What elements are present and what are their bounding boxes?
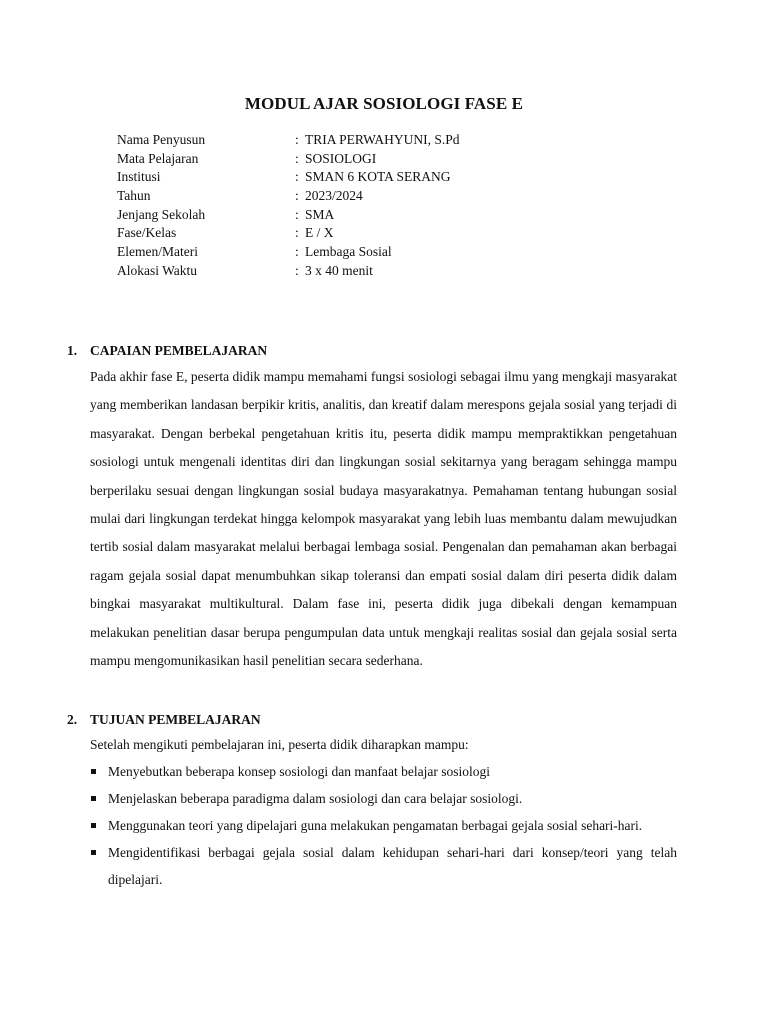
meta-label: Mata Pelajaran [117, 150, 199, 166]
objective-list [90, 758, 677, 893]
meta-row-subject [117, 150, 677, 169]
meta-label: Tahun [117, 188, 151, 204]
meta-label: Nama Penyusun [117, 132, 206, 147]
meta-colon: : [295, 244, 299, 260]
meta-value: TRIA PERWAHYUNI, S.Pd [305, 132, 460, 147]
list-item [90, 758, 677, 785]
meta-value: 3 x 40 menit [305, 262, 373, 278]
section-heading [67, 341, 677, 361]
meta-label: Elemen/Materi [117, 244, 198, 260]
list-item-text: Menggunakan teori yang dipelajari guna melakukan pengamatan berbagai gejala sosial sehari-hari. [108, 818, 643, 833]
meta-value: SMA [305, 206, 335, 222]
list-item [90, 839, 677, 893]
square-bullet-icon [90, 785, 108, 812]
square-bullet-icon [90, 839, 108, 893]
section-learning-objectives [67, 710, 677, 893]
section-number: 1. [67, 343, 78, 358]
meta-colon: : [295, 225, 299, 241]
meta-colon: : [295, 150, 299, 166]
identity-table [117, 131, 677, 281]
meta-value: E / X [305, 225, 334, 241]
meta-row-school-level [117, 206, 677, 225]
meta-colon: : [295, 206, 299, 222]
meta-colon: : [295, 169, 299, 185]
meta-row-year [117, 187, 677, 206]
square-bullet-icon [90, 812, 108, 839]
meta-label: Jenjang Sekolah [117, 206, 206, 222]
section-intro: Setelah mengikuti pembelajaran ini, peserta didik diharapkan mampu: [90, 737, 469, 752]
meta-value: 2023/2024 [305, 188, 363, 204]
list-item [90, 812, 677, 839]
meta-label: Alokasi Waktu [117, 262, 198, 278]
meta-row-institution [117, 168, 677, 187]
list-item-text: Mengidentifikasi berbagai gejala sosial dalam kehidupan sehari-hari dari konsep/teori yang telah dipelajari. [108, 845, 677, 887]
meta-colon: : [295, 188, 299, 204]
meta-colon: : [295, 262, 299, 278]
meta-row-author [117, 131, 677, 150]
meta-label: Institusi [117, 169, 161, 185]
meta-row-phase-class [117, 224, 677, 243]
section-paragraph: Pada akhir fase E, peserta didik mampu memahami fungsi sosiologi sebagai ilmu yang mengkaji masyarakat yang memberikan landasan berpikir kritis, analitis, dan kreatif dalam merespons gejala sosial yang terjadi di masyarakat. Dengan berbekal pengetahuan kritis itu, peserta didik mampu mempraktikkan pengetahuan sosiologi untuk mengenali identitas diri dan lingkungan sosial sekitarnya yang beragam sehingga mampu berperilaku sesuai dengan lingkungan sosial budaya masyarakatnya. Pemahaman tentang hubungan sosial mulai dari lingkungan terdekat hingga kelompok masyarakat yang lebih luas membantu dalam mewujudkan tertib sosial dalam masyarakat melalui berbagai lembaga sosial. Pengenalan dan pemahaman akan berbagai ragam gejala sosial dapat menumbuhkan sikap toleransi dan empati sosial dalam diri peserta didik dalam bingkai masyarakat multikultural. Dalam fase ini, peserta didik juga dibekali dengan kemampuan melakukan penelitian dasar berupa pengumpulan data untuk mengkaji realitas sosial dan gejala sosial serta mampu mengomunikasikan hasil penelitian secara sederhana. [90, 369, 677, 669]
meta-colon: : [295, 132, 299, 147]
document-title: MODUL AJAR SOSIOLOGI FASE E [244, 94, 524, 113]
meta-label: Fase/Kelas [117, 225, 177, 241]
meta-value: SMAN 6 KOTA SERANG [305, 169, 451, 185]
meta-row-material [117, 243, 677, 262]
meta-row-time-allocation [117, 262, 677, 281]
section-number: 2. [67, 712, 78, 727]
section-heading [67, 710, 677, 730]
list-item-text: Menyebutkan beberapa konsep sosiologi dan manfaat belajar sosiologi [108, 764, 491, 779]
list-item [90, 785, 677, 812]
section-learning-outcomes [67, 341, 677, 675]
section-title: CAPAIAN PEMBELAJARAN [90, 343, 268, 358]
section-title: TUJUAN PEMBELAJARAN [90, 712, 261, 727]
list-item-text: Menjelaskan beberapa paradigma dalam sosiologi dan cara belajar sosiologi. [108, 791, 523, 806]
meta-value: Lembaga Sosial [305, 244, 392, 260]
meta-value: SOSIOLOGI [305, 150, 377, 166]
square-bullet-icon [90, 758, 108, 785]
